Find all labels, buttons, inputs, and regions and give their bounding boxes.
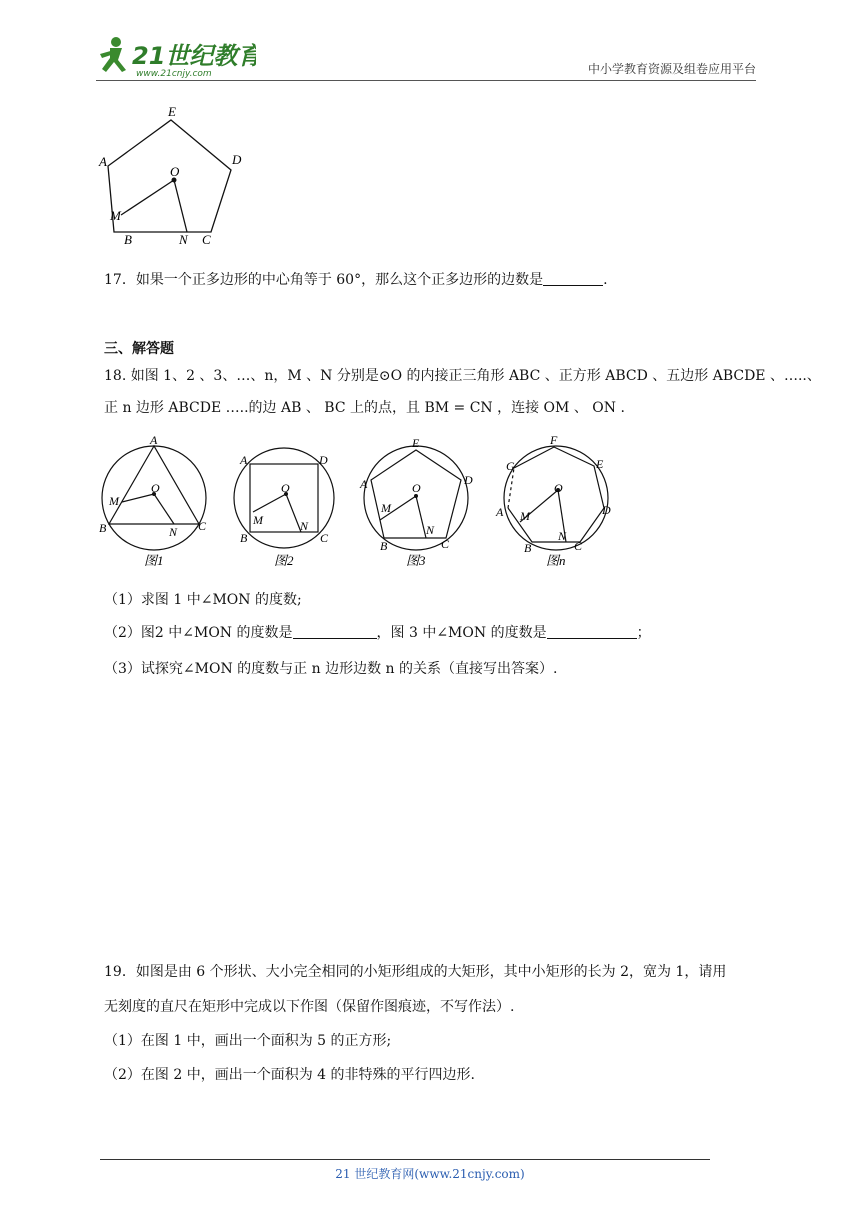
- svg-text:M: M: [520, 509, 530, 523]
- caption-fig1: 图1: [144, 553, 164, 568]
- label-M: M: [110, 208, 121, 223]
- q19-sub1: （1）在图 1 中，画出一个面积为 5 的正方形;: [104, 1033, 392, 1049]
- label-B: B: [124, 232, 132, 247]
- header-platform-text: 中小学教育资源及组卷应用平台: [587, 62, 756, 76]
- logo-text: 21世纪教育: [132, 42, 256, 70]
- q18-sub3: （3）试探究∠MON 的度数与正 n 边形边数 n 的关系（直接写出答案）.: [104, 661, 558, 677]
- svg-text:D: D: [319, 453, 328, 467]
- svg-text:N: N: [300, 519, 309, 533]
- logo-subtext: www.21cnjy.com: [136, 69, 212, 79]
- header-divider: [96, 80, 756, 81]
- caption-fig2: 图2: [274, 553, 294, 568]
- label-E: E: [168, 104, 176, 119]
- q19-line2: 无刻度的直尺在矩形中完成以下作图（保留作图痕迹，不写作法）.: [104, 999, 515, 1015]
- svg-text:O: O: [412, 481, 421, 495]
- svg-text:C: C: [198, 519, 207, 533]
- footer-divider: [100, 1159, 710, 1160]
- caption-fig3: 图3: [406, 553, 426, 568]
- svg-text:B: B: [240, 531, 248, 545]
- q18-line2: 正 n 边形 ABCDE …..的边 AB 、 BC 上的点，且 BM = CN ，连接 OM 、 ON .: [104, 400, 625, 416]
- q18-sub2-blank-1[interactable]: [293, 624, 377, 639]
- svg-text:M: M: [109, 494, 119, 508]
- svg-text:E: E: [596, 457, 604, 471]
- svg-text:G: G: [506, 459, 515, 473]
- svg-text:M: M: [253, 513, 263, 527]
- q18-sub1: （1）求图 1 中∠MON 的度数;: [104, 592, 302, 608]
- svg-text:B: B: [524, 541, 532, 555]
- svg-text:D: D: [602, 503, 611, 517]
- q19-line1: 19．如图是由 6 个形状、大小完全相同的小矩形组成的大矩形，其中小矩形的长为 2，宽为 1，请用: [104, 964, 727, 980]
- svg-text:F: F: [550, 433, 558, 447]
- q17-text: 17．如果一个正多边形的中心角等于 60°，那么这个正多边形的边数是: [104, 272, 544, 288]
- svg-text:M: M: [381, 501, 391, 515]
- q18-sub2-blank-2[interactable]: [547, 624, 637, 639]
- q17-answer-blank[interactable]: [543, 271, 603, 286]
- svg-text:O: O: [554, 481, 563, 495]
- label-A: A: [99, 154, 107, 169]
- svg-text:N: N: [426, 523, 435, 537]
- q18-figures: [96, 430, 636, 575]
- svg-text:O: O: [281, 481, 290, 495]
- label-N: N: [179, 232, 188, 247]
- site-logo: [96, 34, 256, 80]
- svg-text:A: A: [150, 433, 158, 447]
- label-C: C: [202, 232, 211, 247]
- q18-sub2: （2）图2 中∠MON 的度数是 ，图 3 中∠MON 的度数是 ；: [104, 625, 651, 641]
- svg-text:N: N: [169, 525, 178, 539]
- figure-n: [495, 433, 611, 568]
- section-title: 三、解答题: [104, 341, 174, 357]
- figure-2: [234, 448, 334, 568]
- svg-text:O: O: [151, 481, 160, 495]
- svg-text:C: C: [441, 537, 450, 551]
- q18-line1: 18. 如图 1、2 、3、…、n，M 、N 分别是⊙O 的内接正三角形 ABC 、正方形 ABCD 、五边形 ABCDE 、…..、: [104, 368, 821, 384]
- caption-fign: 图n: [546, 553, 566, 568]
- svg-text:C: C: [320, 531, 329, 545]
- svg-text:A: A: [496, 505, 504, 519]
- svg-text:B: B: [99, 521, 107, 535]
- svg-text:E: E: [412, 436, 420, 450]
- svg-text:A: A: [240, 453, 248, 467]
- figure-3: [359, 436, 473, 568]
- footer-text[interactable]: 21 世纪教育网(www.21cnjy.com): [335, 1167, 525, 1181]
- svg-text:A: A: [360, 477, 368, 491]
- svg-text:B: B: [380, 539, 388, 553]
- q19-sub2: （2）在图 2 中，画出一个面积为 4 的非特殊的平行四边形.: [104, 1067, 475, 1083]
- svg-text:C: C: [574, 539, 583, 553]
- label-O: O: [170, 164, 180, 179]
- question-17: 17．如果一个正多边形的中心角等于 60°，那么这个正多边形的边数是 .: [104, 272, 608, 288]
- svg-text:N: N: [558, 529, 567, 543]
- label-D: D: [232, 152, 242, 167]
- svg-text:D: D: [464, 473, 473, 487]
- figure-1: [99, 433, 207, 568]
- pentagon-figure: [96, 100, 256, 250]
